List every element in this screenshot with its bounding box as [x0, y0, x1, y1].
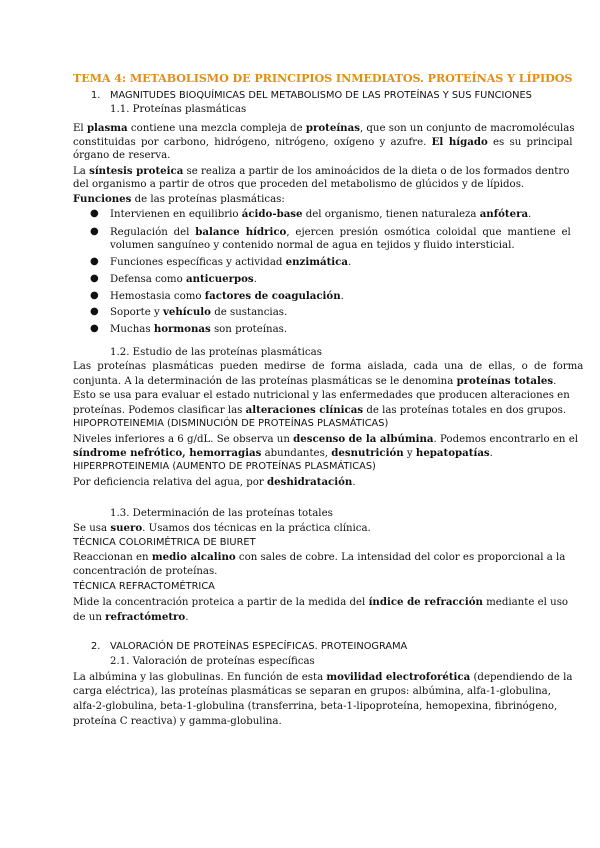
subsection-1-1-heading: 1.1. Proteínas plasmáticas	[110, 104, 247, 115]
refractometrica-heading: TÉCNICA REFRACTOMÉTRICA	[73, 581, 215, 592]
biuret-line2: concentración de proteínas.	[73, 566, 218, 577]
hiperproteinemia-line: Por deficiencia relativa del agua, por deshidratación.	[73, 476, 356, 488]
section-2-number: 2.	[91, 641, 101, 652]
paragraph-albumina-line4: proteína C reactiva) y gamma-globulina.	[73, 716, 282, 727]
bullet-item: Funciones específicas y actividad enzimática.	[110, 256, 352, 268]
hipoproteinemia-line1: Niveles inferiores a 6 g/dL. Se observa un descenso de la albúmina. Podemos encontrarlo en el	[73, 433, 579, 445]
paragraph-sintesis-line2: del organismo a partir de otros que proceden del metabolismo de glúcidos y de lípidos.	[73, 179, 525, 190]
bullet-icon: ●	[90, 323, 99, 334]
paragraph-albumina-line1: La albúmina y las globulinas. En función de esta movilidad electroforética (dependiendo de la	[73, 671, 573, 683]
subsection-1-3-heading: 1.3. Determinación de las proteínas totales	[110, 508, 333, 519]
paragraph-evaluar-line1: Esto se usa para evaluar el estado nutricional y las enfermedades que producen alteraciones en	[73, 390, 570, 401]
biuret-line1: Reaccionan en medio alcalino con sales de cobre. La intensidad del color es proporcional a la	[73, 551, 566, 563]
bullet-item: Hemostasia como factores de coagulación.	[110, 290, 344, 302]
section-2-heading: VALORACIÓN DE PROTEÍNAS ESPECÍFICAS. PROTEINOGRAMA	[110, 641, 408, 652]
paragraph-plasma-line2: constituidas por carbono, hidrógeno, nitrógeno, oxígeno y azufre. El hígado es su principal	[73, 136, 573, 148]
bullet-item: Muchas hormonas son proteínas.	[110, 323, 288, 335]
hiperproteinemia-heading: HIPERPROTEINEMIA (AUMENTO DE PROTEÍNAS PLASMÁTICAS)	[73, 461, 376, 472]
bullet-item: Regulación del balance hídrico, ejercen presión osmótica coloidal que mantiene el	[110, 226, 571, 238]
bullet-icon: ●	[90, 256, 99, 267]
bullet-item: Defensa como anticuerpos.	[110, 273, 257, 285]
section-1-number: 1.	[91, 90, 101, 101]
hipoproteinemia-heading: HIPOPROTEINEMIA (DISMINUCIÓN DE PROTEÍNAS PLASMÁTICAS)	[73, 418, 389, 429]
paragraph-albumina-line2: carga eléctrica), las proteínas plasmáticas se separan en grupos: albúmina, alfa-1-globulina,	[73, 686, 551, 697]
paragraph-evaluar-line2: proteínas. Podemos clasificar las alteraciones clínicas de las proteínas totales en dos grupos.	[73, 404, 567, 416]
paragraph-estudio-line2: conjunta. A la determinación de las proteínas plasmáticas se le denomina proteínas totales.	[73, 375, 557, 387]
refractometrica-line2: de un refractómetro.	[73, 611, 189, 623]
paragraph-estudio-line1: Las proteínas plasmáticas pueden medirse de forma aislada, cada una de ellas, o de forma	[73, 361, 584, 372]
paragraph-plasma-line1: El plasma contiene una mezcla compleja de proteínas, que son un conjunto de macromoléculas	[73, 122, 575, 134]
subsection-1-2-heading: 1.2. Estudio de las proteínas plasmáticas	[110, 347, 322, 358]
bullet-icon: ●	[90, 208, 99, 219]
bullet-item: Intervienen en equilibrio ácido-base del organismo, tienen naturaleza anfótera.	[110, 208, 532, 220]
paragraph-sintesis-line1: La síntesis proteica se realiza a partir de los aminoácidos de la dieta o de los formados dentro	[73, 165, 570, 177]
paragraph-albumina-line3: alfa-2-globulina, beta-1-globulina (transferrina, beta-1-lipoproteína, hemopexina, fibrinógeno,	[73, 701, 558, 712]
refractometrica-line1: Mide la concentración proteica a partir de la medida del índice de refracción mediante el uso	[73, 596, 569, 608]
hipoproteinemia-line2: síndrome nefrótico, hemorragias abundantes, desnutrición y hepatopatías.	[73, 447, 493, 459]
bullet-icon: ●	[90, 226, 99, 237]
funciones-label: Funciones de las proteínas plasmáticas:	[73, 193, 285, 205]
section-1-heading: MAGNITUDES BIOQUÍMICAS DEL METABOLISMO DE LAS PROTEÍNAS Y SUS FUNCIONES	[110, 90, 532, 101]
bullet-icon: ●	[90, 306, 99, 317]
bullet-icon: ●	[90, 290, 99, 301]
document-title: TEMA 4: METABOLISMO DE PRINCIPIOS INMEDIATOS. PROTEÍNAS Y LÍPIDOS	[73, 71, 573, 85]
bullet-icon: ●	[90, 273, 99, 284]
bullet-item-continuation: volumen sanguíneo y contenido normal de agua en tejidos y fluido intersticial.	[110, 240, 515, 251]
paragraph-plasma-line3: órgano de reserva.	[73, 150, 171, 161]
subsection-2-1-heading: 2.1. Valoración de proteínas específicas	[110, 656, 315, 667]
paragraph-suero: Se usa suero. Usamos dos técnicas en la práctica clínica.	[73, 522, 371, 534]
biuret-heading: TÉCNICA COLORIMÉTRICA DE BIURET	[73, 537, 256, 548]
bullet-item: Soporte y vehículo de sustancias.	[110, 306, 288, 318]
